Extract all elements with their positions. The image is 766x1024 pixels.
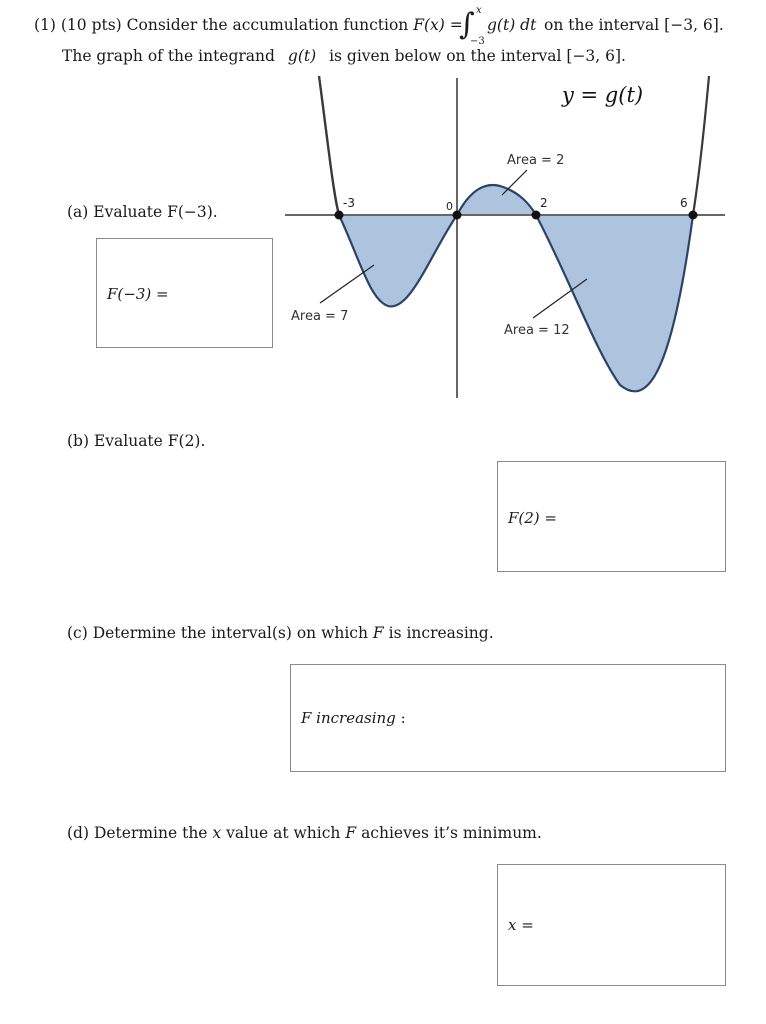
root-point-2	[532, 211, 541, 220]
integrand: g(t) dt	[487, 16, 537, 34]
tick-label-0: 0	[446, 200, 453, 213]
region-neg-left	[339, 215, 457, 306]
part-a-answer-label: F(−3) =	[107, 285, 169, 303]
part-c-question-suffix: is increasing.	[388, 624, 494, 642]
root-point-0	[453, 211, 462, 220]
part-c-answer-label-var: F increasing	[301, 709, 396, 727]
part-b-answer-box[interactable]	[497, 461, 726, 572]
part-c-answer-box[interactable]	[290, 664, 726, 772]
area-label-12: Area = 12	[504, 323, 570, 338]
part-c-answer-label-colon: :	[400, 709, 406, 727]
tick-label-neg3: -3	[343, 196, 355, 210]
graph-title: y = g(t)	[562, 83, 644, 107]
tick-label-6: 6	[680, 196, 688, 210]
part-c-question-prefix: (c) Determine the interval(s) on which	[67, 624, 368, 642]
problem-interval: on the interval [−3, 6].	[544, 16, 724, 34]
part-c-question-var: F	[372, 624, 384, 642]
area-label-7: Area = 7	[291, 309, 349, 324]
func-lhs: F(x) =	[413, 16, 463, 34]
curve-g-right-arm	[693, 76, 709, 215]
part-d-answer-label: x =	[508, 916, 534, 934]
root-point-neg3	[335, 211, 344, 220]
tick-label-2: 2	[540, 196, 548, 210]
part-c-question	[67, 624, 494, 642]
part-b-question: (b) Evaluate F(2).	[67, 432, 206, 450]
region-neg-right	[536, 215, 693, 391]
line2-suffix: is given below on the interval [−3, 6].	[329, 47, 626, 65]
line2-prefix: The graph of the integrand	[62, 47, 275, 65]
integral-lower-limit: −3	[470, 36, 485, 47]
curve-g-left-arm	[319, 76, 339, 215]
line2-func: g(t)	[287, 47, 317, 65]
part-d-question-suffix: achieves it’s minimum.	[361, 824, 542, 842]
part-a-question: (a) Evaluate F(−3).	[67, 203, 218, 221]
part-c-answer-label	[301, 709, 406, 727]
problem-intro-prefix: (1) (10 pts) Consider the accumulation function	[34, 16, 414, 34]
part-d-answer-box[interactable]	[497, 864, 726, 986]
part-d-question-var2: F	[345, 824, 357, 842]
part-d-question	[67, 824, 542, 842]
area-7-leader	[320, 265, 374, 303]
part-d-question-var1: x	[212, 824, 222, 842]
integral-sign: ∫	[459, 7, 475, 42]
part-d-question-mid: value at which	[226, 824, 341, 842]
part-b-answer-label: F(2) =	[508, 509, 557, 527]
part-a-answer-box[interactable]	[96, 238, 273, 348]
integral-upper-limit: x	[476, 5, 482, 16]
area-label-2: Area = 2	[507, 153, 565, 168]
root-point-6	[689, 211, 698, 220]
part-d-question-prefix: (d) Determine the	[67, 824, 208, 842]
